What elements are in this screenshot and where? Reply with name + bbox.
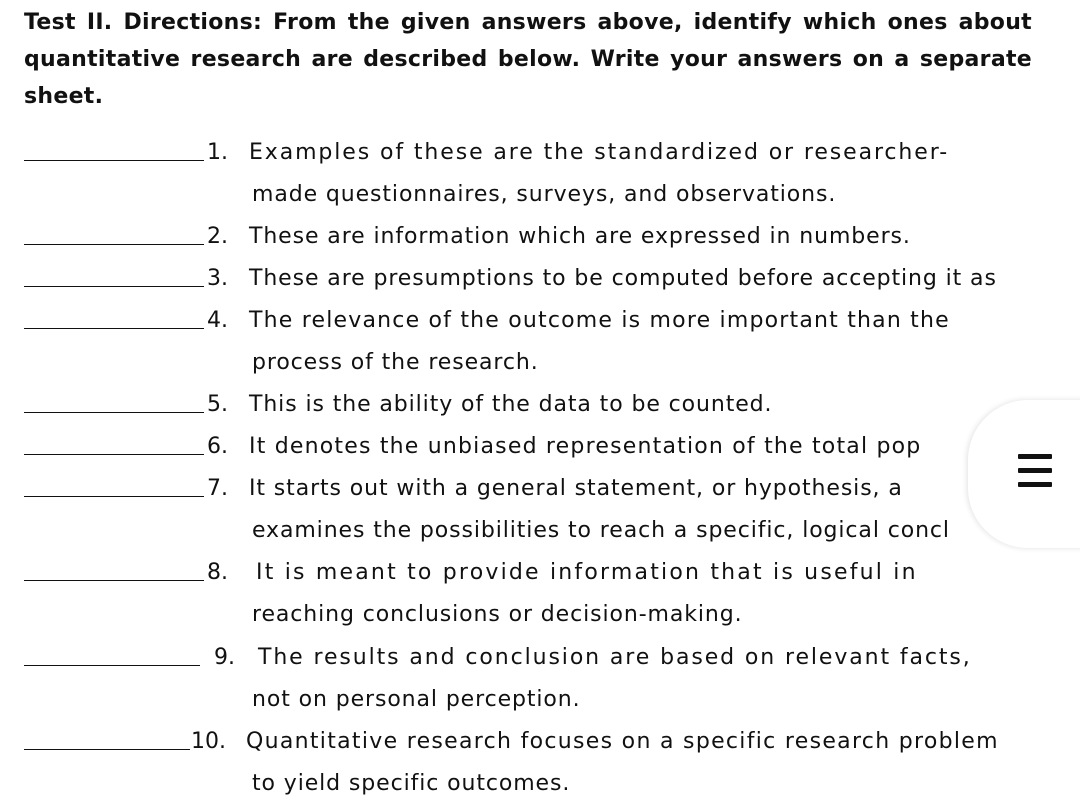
item-text-continued: reaching conclusions or decision-making. (252, 602, 743, 627)
item-number: 9. (214, 645, 235, 670)
answer-blank (24, 268, 204, 287)
item-text-continued: process of the research. (252, 350, 539, 375)
answer-blank (24, 142, 204, 161)
item-number: 5. (207, 392, 228, 417)
item-text: It is meant to provide information that is useful in (256, 560, 918, 585)
item-text: These are information which are expressed in numbers. (249, 224, 911, 249)
answer-blank (24, 226, 204, 245)
answer-blank (24, 562, 204, 581)
item-text: The results and conclusion are based on relevant facts, (258, 645, 972, 670)
answer-blank (24, 436, 204, 455)
item-number: 4. (207, 308, 228, 333)
hamburger-menu-icon (1018, 454, 1052, 488)
item-text: It starts out with a general statement, or hypothesis, a (249, 476, 903, 501)
answer-blank (24, 310, 204, 329)
item-text-continued: to yield specific outcomes. (252, 771, 571, 796)
item-text-continued: made questionnaires, surveys, and observations. (252, 182, 837, 207)
item-text: It denotes the unbiased representation of the total pop (249, 434, 922, 459)
item-text: Quantitative research focuses on a specific research problem (246, 729, 999, 754)
item-number: 10. (191, 729, 226, 754)
item-text: Examples of these are the standardized or researcher- (249, 140, 950, 165)
item-text: The relevance of the outcome is more important than the (249, 308, 950, 333)
item-number: 1. (207, 140, 228, 165)
answer-blank (24, 478, 204, 497)
item-number: 3. (207, 266, 228, 291)
answer-blank (24, 731, 190, 750)
answer-blank (24, 647, 200, 666)
answer-blank (24, 394, 204, 413)
menu-button[interactable] (968, 400, 1080, 548)
item-text-continued: not on personal perception. (252, 687, 581, 712)
item-text: This is the ability of the data to be counted. (249, 392, 773, 417)
item-number: 8. (207, 560, 228, 585)
item-text-continued: examines the possibilities to reach a specific, logical concl (252, 518, 950, 543)
item-number: 2. (207, 224, 228, 249)
directions-text: Test II. Directions: From the given answers above, identify which ones about quantitative research are described below. Write your answers on a separate sheet. (24, 10, 1032, 109)
item-number: 6. (207, 434, 228, 459)
item-number: 7. (207, 476, 228, 501)
item-text: These are presumptions to be computed before accepting it as (249, 266, 997, 291)
